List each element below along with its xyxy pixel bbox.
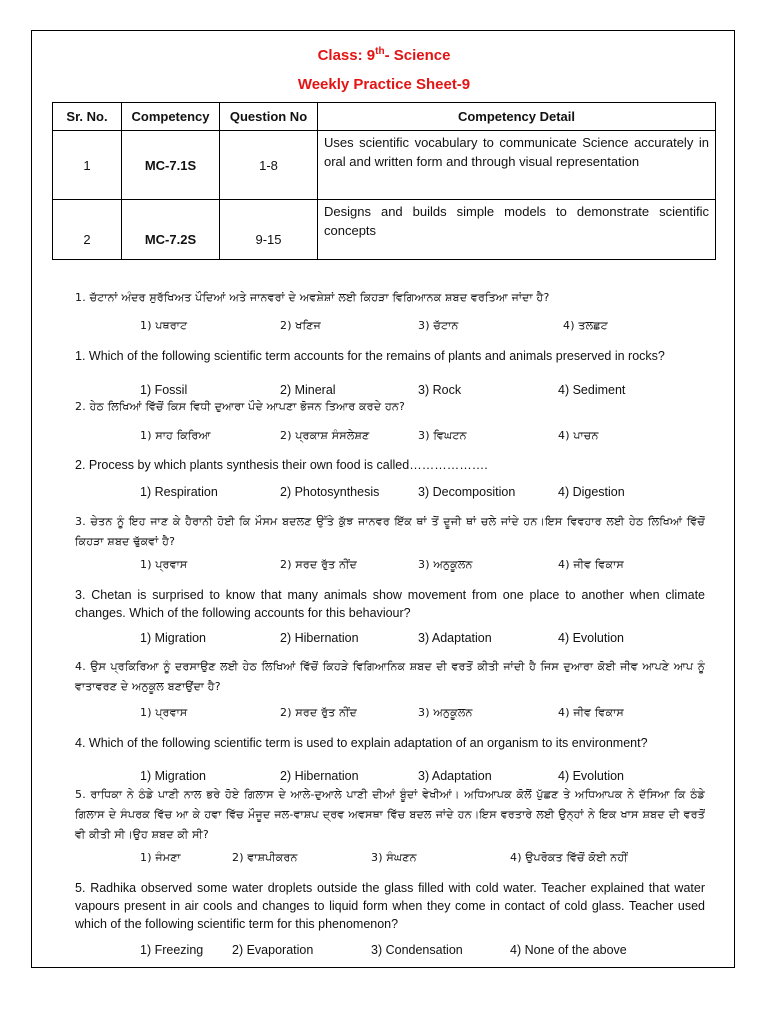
option-label: 4) ਪਾਚਨ [558,429,599,442]
competency-detail-cell: Designs and builds simple models to demonstrate scientific concepts [318,200,716,260]
question-no-cell: 9-15 [220,200,318,260]
option-label: 2) ਸਰਦ ਰੁੱਤ ਨੀਂਦ [280,706,357,719]
option-label: 4) Evolution [558,631,625,645]
option-label: 3) ਅਨੁਕੂਲਨ [418,706,473,719]
competency-cell: MC-7.2S [122,200,220,260]
option-label: 3) Adaptation [418,769,492,783]
question-3-english: 3. Chetan is surprised to know that many animals show movement from one place to another when climate changes. Which of the following accounts for this behaviour? [75,588,705,620]
question-1-english: 1. Which of the following scientific term accounts for the remains of plants and animals preserved in rocks? [75,349,665,363]
sheet-title: Weekly Practice Sheet-9 [297,76,471,93]
option-label: 4) Evolution [558,769,625,783]
option-label: 2) ਖਣਿਜ [280,319,321,332]
header-competency: Competency [122,103,220,131]
option-label: 1) ਪਥਰਾਟ [140,319,188,332]
option-label: 4) Digestion [558,485,625,499]
option-label: 2) Mineral [280,383,336,397]
question-3-punjabi: 3. ਚੇਤਨ ਨੂੰ ਇਹ ਜਾਣ ਕੇ ਹੈਰਾਨੀ ਹੋਈ ਕਿ ਮੌਸਮ ਬਦਲਣ ਉੱਤੇ ਕੁੱਝ ਜਾਨਵਰ ਇੱਕ ਥਾਂ ਤੋਂ ਦੂਜੀ ਥਾਂ ਚਲੇ ਜਾਂਦੇ ਹਨ।ਇਸ ਵਿਵਹਾਰ ਲਈ ਹੇਠ ਲਿਖਿਆਂ ਵਿੱਚੋਂ ਕਿਹੜਾ ਸ਼ਬਦ ਢੁੱਕਵਾਂ ਹੈ? [75,515,705,548]
option-label: 4) ਜੀਵ ਵਿਕਾਸ [558,706,624,719]
option-label: 2) Photosynthesis [280,485,380,499]
option-label: 3) ਵਿਘਟਨ [418,429,467,442]
sr-no-cell: 1 [53,131,122,200]
competency-cell: MC-7.1S [122,131,220,200]
option-label: 3) ਸੰਘਣਨ [371,851,417,864]
option-label: 4) ਉਪਰੋਕਤ ਵਿੱਚੋਂ ਕੋਈ ਨਹੀਂ [510,851,628,864]
option-label: 1) Migration [140,769,206,783]
option-label: 4) ਤਲਛਟ [563,319,608,332]
option-label: 1) ਪ੍ਰਵਾਸ [140,558,188,571]
option-label: 3) ਅਨੁਕੂਲਨ [418,558,473,571]
question-5-english: 5. Radhika observed some water droplets outside the glass filled with cold water. Teacher explained that water vapours present in air cools and changes to liquid form when they come in contact of cold glass. Teacher used which of the following scientific term for this phenomenon? [75,881,705,931]
table-header-row [53,103,716,131]
option-label: 2) Hibernation [280,769,359,783]
sr-no-cell: 2 [53,200,122,260]
header-question-no: Question No [220,103,318,131]
option-label: 1) ਪ੍ਰਵਾਸ [140,706,188,719]
option-label: 3) Condensation [371,943,463,957]
question-5-punjabi: 5. ਰਾਧਿਕਾ ਨੇ ਠੰਡੇ ਪਾਣੀ ਨਾਲ ਭਰੇ ਹੋਏ ਗਿਲਾਸ ਦੇ ਆਲੇ-ਦੁਆਲੇ ਪਾਣੀ ਦੀਆਂ ਬੂੰਦਾਂ ਵੇਖੀਆਂ। ਅਧਿਆਪਕ ਕੋਲੋਂ ਪੁੱਛਣ ਤੇ ਅਧਿਆਪਕ ਨੇ ਦੱਸਿਆ ਕਿ ਠੰਡੇ ਗਿਲਾਸ ਦੇ ਸੰਪਰਕ ਵਿੱਚ ਆ ਕੇ ਹਵਾ ਵਿੱਚ ਮੌਜੂਦ ਜਲ-ਵਾਸ਼ਪ ਦ੍ਰਵ ਅਵਸਥਾ ਵਿੱਚ ਬਦਲ ਜਾਂਦੇ ਹਨ।ਇਸ ਵਰਤਾਰੇ ਲਈ ਉਨ੍ਹਾਂ ਨੇ ਇਕ ਖਾਸ ਸ਼ਬਦ ਦੀ ਵਰਤੋਂ ਵੀ ਕੀਤੀ ਸੀ।ਉਹ ਸ਼ਬਦ ਕੀ ਸੀ? [75,788,705,841]
option-label: 1) Migration [140,631,206,645]
option-label: 4) None of the above [510,943,627,957]
header-sr-no: Sr. No. [53,103,122,131]
question-no-cell: 1-8 [220,131,318,200]
option-label: 1) Freezing [140,943,204,957]
question-4-punjabi: 4. ਉਸ ਪ੍ਰਕਿਰਿਆ ਨੂੰ ਦਰਸਾਉਣ ਲਈ ਹੇਠ ਲਿਖਿਆਂ ਵਿੱਚੋਂ ਕਿਹੜੇ ਵਿਗਿਆਨਿਕ ਸ਼ਬਦ ਦੀ ਵਰਤੋਂ ਕੀਤੀ ਜਾਂਦੀ ਹੈ ਜਿਸ ਦੁਆਰਾ ਕੋਈ ਜੀਵ ਆਪਣੇ ਆਪ ਨੂੰ ਵਾਤਾਵਰਣ ਦੇ ਅਨੁਕੂਲ ਬਣਾਉਂਦਾ ਹੈ? [75,660,705,693]
competency-table [52,102,716,260]
question-4-english: 4. Which of the following scientific term is used to explain adaptation of an organism to its environment? [75,736,648,750]
question-2-english: 2. Process by which plants synthesis their own food is called………………. [75,458,488,472]
option-label: 3) Decomposition [418,485,516,499]
option-label: 1) ਸਾਹ ਕਿਰਿਆ [140,429,211,442]
option-label: 3) ਚੱਟਾਨ [418,319,459,332]
competency-detail-cell: Uses scientific vocabulary to communicate Science accurately in oral and written form and through visual representation [318,131,716,200]
option-label: 2) Evaporation [232,943,314,957]
option-label: 2) ਵਾਸ਼ਪੀਕਰਨ [232,851,298,864]
option-label: 1) ਜੰਮਣਾ [140,851,181,864]
header-competency-detail: Competency Detail [318,103,716,131]
question-2-punjabi: 2. ਹੇਠ ਲਿਖਿਆਂ ਵਿੱਚੋਂ ਕਿਸ ਵਿਧੀ ਦੁਆਰਾ ਪੌਦੇ ਆਪਣਾ ਭੋਜਨ ਤਿਆਰ ਕਰਦੇ ਹਨ? [75,400,406,413]
option-label: 4) Sediment [558,383,626,397]
option-label: 2) ਸਰਦ ਰੁੱਤ ਨੀਂਦ [280,558,357,571]
option-label: 1) Respiration [140,485,218,499]
option-label: 2) ਪ੍ਰਕਾਸ਼ ਸੰਸਲੇਸ਼ਣ [280,429,370,442]
class-title: Class: 9th- Science [317,46,451,64]
option-label: 4) ਜੀਵ ਵਿਕਾਸ [558,558,624,571]
option-label: 3) Adaptation [418,631,492,645]
option-label: 3) Rock [418,383,462,397]
table-row [53,200,716,260]
option-label: 1) Fossil [140,383,188,397]
question-1-punjabi: 1. ਚੱਟਾਨਾਂ ਅੰਦਰ ਸੁਰੱਖਿਅਤ ਪੌਦਿਆਂ ਅਤੇ ਜਾਨਵਰਾਂ ਦੇ ਅਵਸ਼ੇਸ਼ਾਂ ਲਈ ਕਿਹੜਾ ਵਿਗਿਆਨਕ ਸ਼ਬਦ ਵਰਤਿਆ ਜਾਂਦਾ ਹੈ? [75,291,550,304]
table-row [53,131,716,200]
option-label: 2) Hibernation [280,631,359,645]
